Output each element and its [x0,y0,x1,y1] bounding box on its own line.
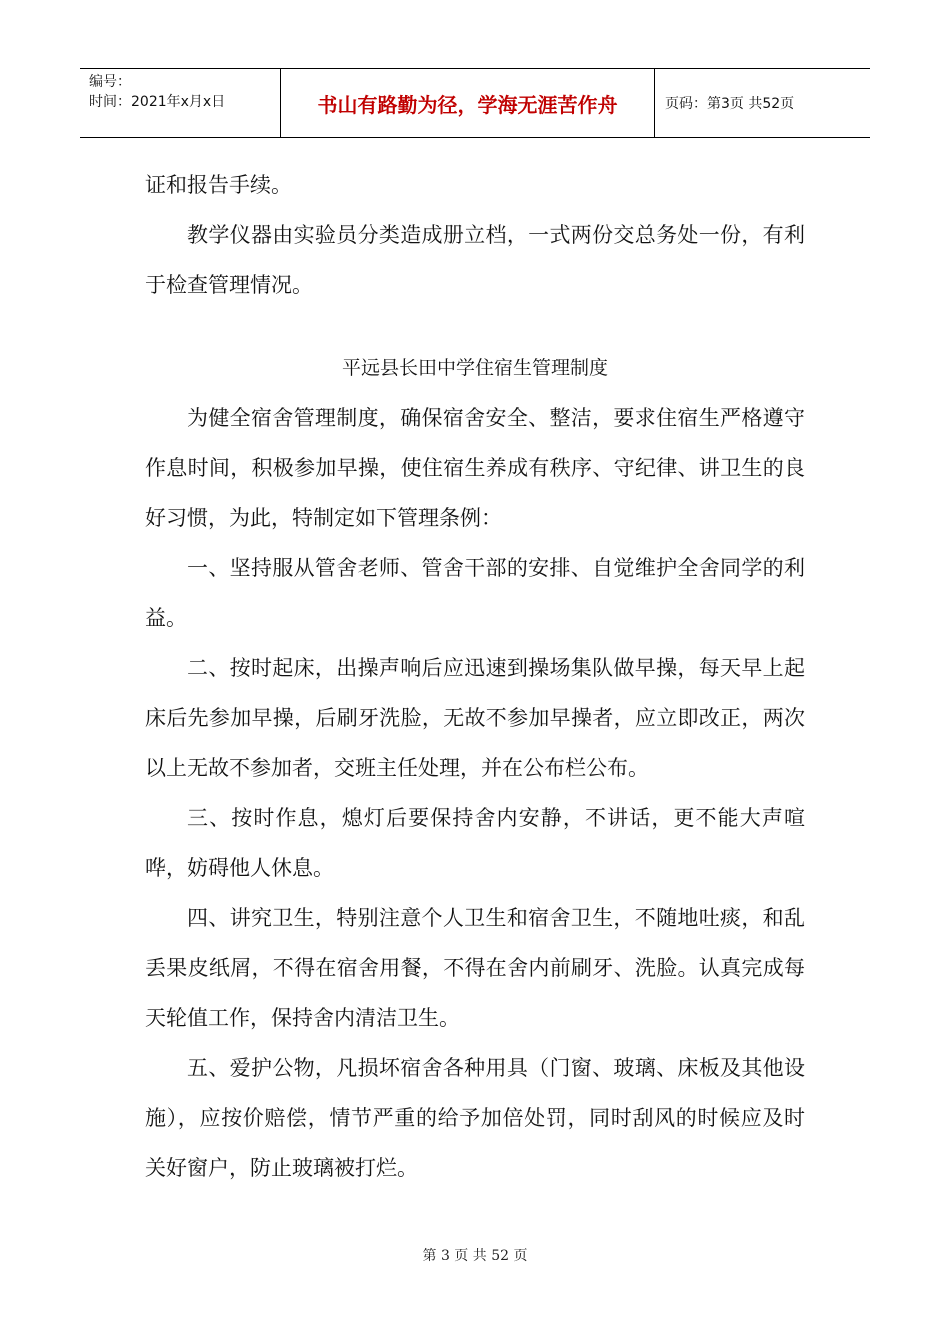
header-motto: 书山有路勤为径，学海无涯苦作舟 [281,69,655,137]
time-label: 时间：2021年x月x日 [89,94,226,110]
paragraph: 为健全宿舍管理制度，确保宿舍安全、整洁，要求住宿生严格遵守作息时间，积极参加早操，使住宿生养成有秩序、守纪律、讲卫生的良好习惯，为此，特制定如下管理条例： [145,406,805,530]
document-body [145,160,805,1193]
section-title: 平远县长田中学住宿生管理制度 [341,357,608,379]
header-page-info: 页码：第3页 共52页 [665,96,795,112]
paragraph: 证和报告手续。 [145,173,292,197]
paragraph: 四、讲究卫生，特别注意个人卫生和宿舍卫生，不随地吐痰，和乱丢果皮纸屑，不得在宿舍用餐，不得在舍内前刷牙、洗脸。认真完成每天轮值工作，保持舍内清洁卫生。 [145,906,805,1030]
paragraph: 教学仪器由实验员分类造成册立档，一式两份交总务处一份，有利于检查管理情况。 [145,223,805,297]
page-footer: 第 3 页 共 52 页 [422,1248,528,1264]
header-meta [80,69,281,137]
page-header [80,68,870,138]
number-label: 编号： [89,74,131,90]
paragraph: 五、爱护公物，凡损坏宿舍各种用具（门窗、玻璃、床板及其他设施），应按价赔偿，情节严重的给予加倍处罚，同时刮风的时候应及时关好窗户，防止玻璃被打烂。 [145,1056,805,1180]
paragraph: 三、按时作息，熄灯后要保持舍内安静，不讲话，更不能大声喧哗，妨碍他人休息。 [145,806,805,880]
paragraph: 一、坚持服从管舍老师、管舍干部的安排、自觉维护全舍同学的利益。 [145,556,805,630]
paragraph: 二、按时起床，出操声响后应迅速到操场集队做早操，每天早上起床后先参加早操，后刷牙洗脸，无故不参加早操者，应立即改正，两次以上无故不参加者，交班主任处理，并在公布栏公布。 [145,656,805,780]
